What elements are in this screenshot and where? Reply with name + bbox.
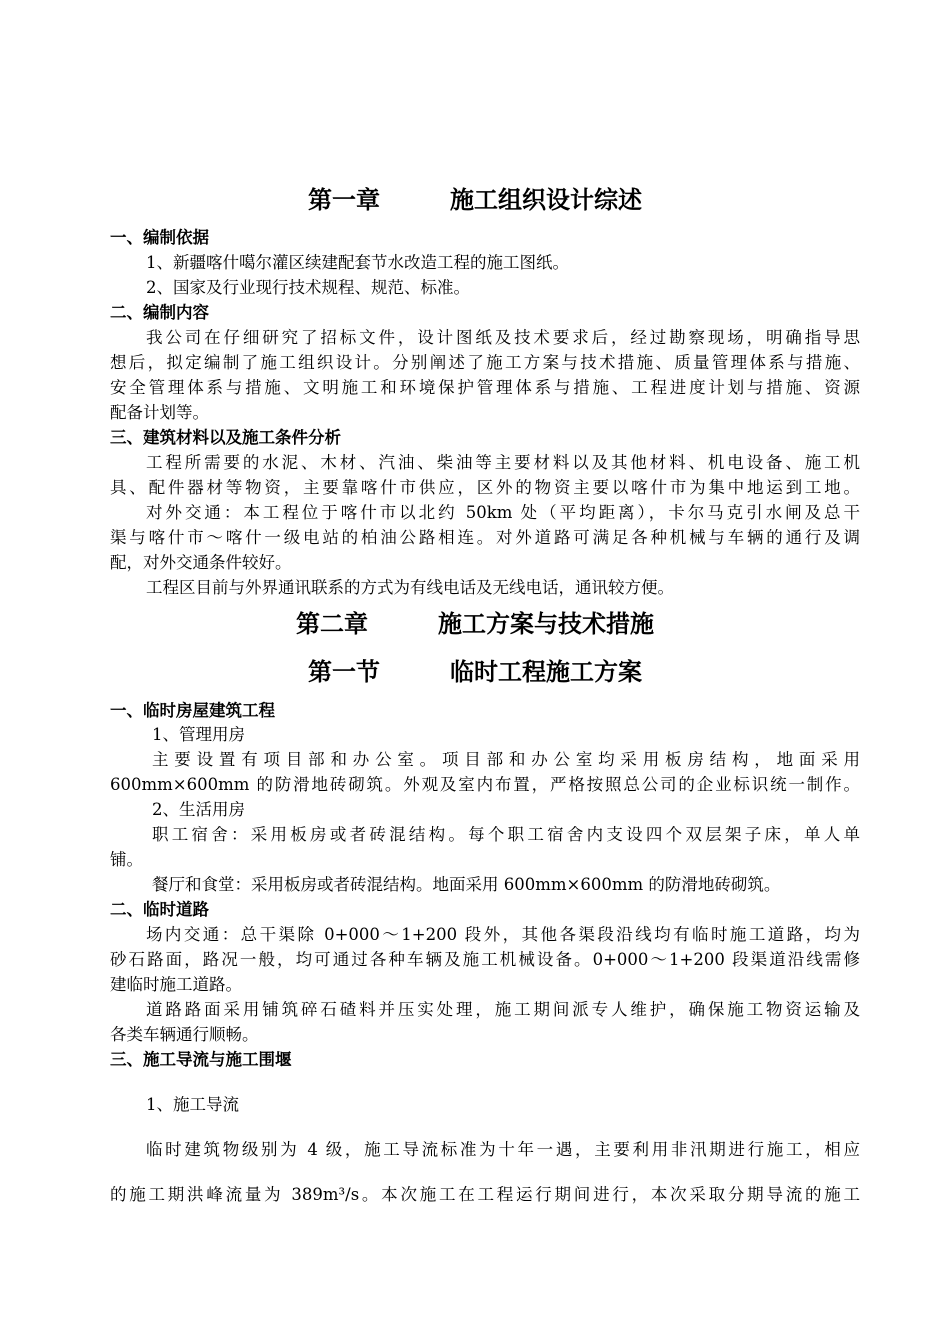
chapter-title: 施工组织设计综述 — [450, 186, 642, 214]
paragraph-line: 我公司在仔细研究了招标文件，设计图纸及技术要求后，经过勘察现场，明确指导思 — [146, 328, 860, 347]
paragraph-line: 渠与喀什市～喀什一级电站的柏油公路相连。对外道路可满足各种机械与车辆的通行及调 — [110, 528, 860, 547]
chapter-label: 第一章 — [308, 186, 380, 214]
paragraph-line: 职工宿舍：采用板房或者砖混结构。每个职工宿舍内支设四个双层架子床，单人单 — [152, 825, 860, 844]
section-heading: 一、临时房屋建筑工程 — [110, 701, 275, 720]
paragraph-line: 工程区目前与外界通讯联系的方式为有线电话及无线电话，通讯较方便。 — [146, 578, 674, 597]
paragraph-line: 道路路面采用铺筑碎石碴料并压实处理，施工期间派专人维护，确保施工物资运输及 — [146, 1000, 860, 1019]
paragraph-line: 想后，拟定编制了施工组织设计。分别阐述了施工方案与技术措施、质量管理体系与措施、 — [110, 353, 860, 372]
section-heading: 三、施工导流与施工围堰 — [110, 1050, 292, 1069]
paragraph-line: 1、新疆喀什噶尔灌区续建配套节水改造工程的施工图纸。 — [146, 253, 569, 272]
paragraph-line: 餐厅和食堂：采用板房或者砖混结构。地面采用 600mm×600mm 的防滑地砖砌筑。 — [152, 875, 781, 894]
section-heading: 三、建筑材料以及施工条件分析 — [110, 428, 341, 447]
paragraph-line: 场内交通：总干渠除 0+000～1+200 段外，其他各渠段沿线均有临时施工道路，均为 — [146, 925, 860, 944]
section-title-heading — [0, 655, 950, 689]
paragraph-line: 具、配件器材等物资，主要靠喀什市供应，区外的物资主要以喀什市为集中地运到工地。 — [110, 478, 860, 497]
paragraph-line: 工程所需要的水泥、木材、汽油、柴油等主要材料以及其他材料、机电设备、施工机 — [146, 453, 860, 472]
section-heading: 一、编制依据 — [110, 228, 209, 247]
section-heading: 二、临时道路 — [110, 900, 209, 919]
paragraph-line: 安全管理体系与措施、文明施工和环境保护管理体系与措施、工程进度计划与措施、资源 — [110, 378, 860, 397]
paragraph-line: 砂石路面，路况一般，均可通过各种车辆及施工机械设备。0+000～1+200 段渠道沿线需修 — [110, 950, 860, 969]
subheading-line: 2、生活用房 — [152, 800, 245, 819]
paragraph-line: 的施工期洪峰流量为 389m³/s。本次施工在工程运行期间进行，本次采取分期导流的施工 — [110, 1185, 860, 1204]
paragraph-line: 主要设置有项目部和办公室。项目部和办公室均采用板房结构，地面采用 — [152, 750, 860, 769]
chapter-heading — [0, 607, 950, 641]
chapter-title: 施工方案与技术措施 — [438, 610, 654, 638]
paragraph-line: 2、国家及行业现行技术规程、规范、标准。 — [146, 278, 470, 297]
paragraph-line: 600mm×600mm 的防滑地砖砌筑。外观及室内布置，严格按照总公司的企业标识统一制作。 — [110, 775, 860, 794]
chapter-label: 第二章 — [296, 610, 368, 638]
section-title: 临时工程施工方案 — [450, 658, 642, 686]
paragraph-line: 铺。 — [110, 850, 143, 869]
section-heading: 二、编制内容 — [110, 303, 209, 322]
section-label: 第一节 — [308, 658, 380, 686]
subheading-line: 1、施工导流 — [146, 1095, 239, 1114]
chapter-heading — [0, 183, 950, 217]
subheading-line: 1、管理用房 — [152, 725, 245, 744]
paragraph-line: 配，对外交通条件较好。 — [110, 553, 292, 572]
paragraph-line: 建临时施工道路。 — [110, 975, 242, 994]
paragraph-line: 配备计划等。 — [110, 403, 209, 422]
paragraph-line: 各类车辆通行顺畅。 — [110, 1025, 259, 1044]
paragraph-line: 临时建筑物级别为 4 级，施工导流标准为十年一遇，主要利用非汛期进行施工，相应 — [146, 1140, 860, 1159]
paragraph-line: 对外交通：本工程位于喀什市以北约 50km 处（平均距离），卡尔马克引水闸及总干 — [146, 503, 860, 522]
